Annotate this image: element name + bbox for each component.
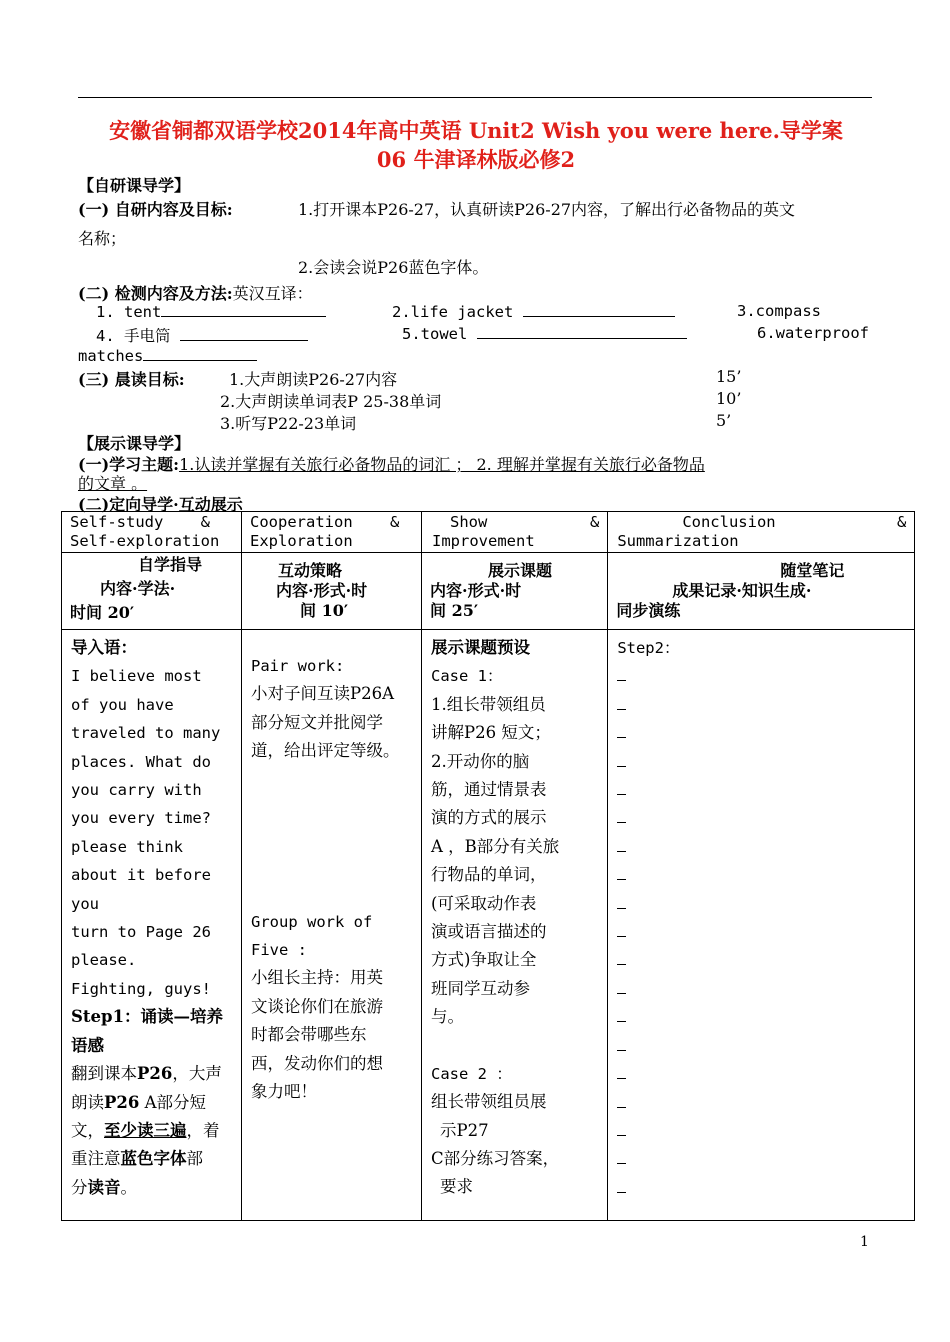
header-exploration: Exploration [250, 532, 353, 550]
goal-label: (一) 自研内容及目标: [78, 200, 233, 219]
blank-flashlight[interactable] [180, 326, 308, 341]
intro-line: please think [71, 837, 183, 856]
sub-notes: 随堂笔记 [780, 561, 845, 580]
group-work-line: 文谈论你们在旅游 [251, 996, 383, 1016]
step1-title: Step1：诵读—培养 [71, 1007, 224, 1027]
header-show: Show & [450, 513, 600, 531]
case2-line: 要求 [440, 1177, 473, 1197]
intro-line: please. [71, 951, 137, 970]
case1-line: 与。 [431, 1007, 464, 1027]
morning-1: 1.大声朗读P26-27内容 [229, 370, 398, 389]
step1-line: 朗读P26 A部分短 [71, 1092, 207, 1112]
sub-notes-sync: 同步演练 [616, 601, 681, 620]
case2-line: 组长带领组员展 [431, 1092, 547, 1112]
header-conclusion: Conclusion & [682, 513, 907, 531]
note-blank-line[interactable] [617, 691, 905, 719]
intro-line: you carry with [71, 781, 202, 800]
note-blank-line[interactable] [617, 975, 905, 1003]
note-blank-line[interactable] [617, 1060, 905, 1088]
theme-label: (一)学习主题: [78, 455, 180, 474]
intro-line: turn to Page 26 [71, 923, 211, 942]
step1-line: 分读音。 [71, 1177, 137, 1197]
note-blank-line[interactable] [617, 1003, 905, 1031]
col-show [422, 630, 607, 1206]
note-blank-line[interactable] [617, 719, 905, 747]
sub-interact-strategy: 互动策略 [278, 561, 343, 580]
intro-line: places. What do [71, 752, 211, 771]
sub-self-content: 内容·学法· [100, 579, 176, 598]
morning-label: (三) 晨读目标: [78, 370, 185, 389]
pair-work-line: 部分短文并批阅学 [251, 712, 383, 732]
case1-line: 筋，通过情景表 [431, 780, 547, 800]
case1-line: 方式)争取让全 [431, 950, 537, 970]
show-preset-title: 展示课题预设 [431, 638, 530, 657]
note-blank-line[interactable] [617, 1174, 905, 1202]
note-blank-line[interactable] [617, 662, 905, 690]
case1-line: A ，B部分有关旅 [431, 836, 560, 856]
case1-line: 行物品的单词， [431, 865, 547, 885]
intro-line: traveled to many [71, 724, 221, 743]
header-improvement: Improvement [432, 532, 535, 550]
morning-2: 2.大声朗读单词表P 25-38单词 [220, 392, 442, 411]
step2-label: Step2： [617, 639, 680, 657]
intro-line: of you have [71, 695, 174, 714]
group-work-line: 时都会带哪些东 [251, 1025, 367, 1045]
group-work-line: 象力吧！ [251, 1082, 317, 1102]
blank-matches[interactable] [143, 346, 257, 361]
self-study-heading: 【自研课导学】 [78, 176, 191, 195]
guide-table [61, 511, 915, 1221]
note-blank-line[interactable] [617, 946, 905, 974]
case1-line: (可采取动作表 [431, 893, 537, 913]
morning-2-time: 10’ [716, 389, 742, 408]
group-work-line: 西，发动你们的想 [251, 1053, 383, 1073]
step1-title-cont: 语感 [71, 1035, 104, 1055]
note-blank-line[interactable] [617, 890, 905, 918]
item-life-jacket: 2.life jacket [392, 303, 514, 321]
step1-line: 文，至少读三遍，着 [71, 1120, 220, 1140]
header-self-exploration: Self-exploration [70, 532, 220, 550]
col-interact [242, 630, 421, 1106]
sub-show-topic: 展示课题 [488, 561, 553, 580]
case1-label: Case 1： [431, 667, 503, 686]
intro-label: 导入语： [71, 638, 137, 657]
note-blank-line[interactable] [617, 861, 905, 889]
morning-1-time: 15’ [716, 367, 742, 386]
document-title-line1: 安徽省铜都双语学校2014年高中英语 Unit2 Wish you were here.导学案 [109, 118, 843, 143]
top-rule [78, 97, 872, 98]
note-blank-line[interactable] [617, 833, 905, 861]
morning-3: 3.听写P22-23单词 [220, 414, 357, 433]
group-work-line: 小组长主持：用英 [251, 968, 383, 988]
pair-work-line: 道，给出评定等级。 [251, 741, 400, 761]
check-method: 英汉互译： [232, 284, 313, 303]
col-notes [608, 630, 914, 1206]
header-self-study: Self-study & [70, 513, 210, 531]
item-compass: 3.compass [737, 302, 821, 320]
item-tent: 1. tent [96, 303, 162, 321]
note-blank-line[interactable] [617, 1145, 905, 1173]
note-blank-line[interactable] [617, 748, 905, 776]
table-body-row [62, 630, 915, 1221]
step1-line: 重注意蓝色字体部 [71, 1149, 203, 1169]
case2-line: 示P27 [440, 1120, 489, 1140]
pair-work-line: 小对子间互读P26A [251, 684, 395, 704]
intro-line: you [71, 894, 99, 913]
intro-line: Fighting, guys! [71, 979, 211, 998]
case1-line: 演的方式的展示 [431, 808, 547, 828]
intro-line: you every time? [71, 809, 211, 828]
intro-line: I believe most [71, 667, 202, 686]
show-heading: 【展示课导学】 [78, 434, 191, 453]
theme-text-b: 的文章 。 [78, 474, 148, 493]
item-towel: 5.towel [402, 325, 468, 343]
goal-1a: 1.打开课本P26-27，认真研读P26-27内容，了解出行必备物品的英文 [298, 200, 796, 219]
guide-label: (二)定向导学·互动展示 [78, 495, 243, 514]
sub-interact-time: 间 10′ [300, 601, 349, 620]
blank-tent[interactable] [161, 302, 326, 317]
case1-line: 讲解P26 短文； [431, 723, 551, 743]
step1-line: 翻到课本P26，大声 [71, 1064, 222, 1084]
case2-label: Case 2 ： [431, 1064, 512, 1083]
check-label: (二) 检测内容及方法: [78, 284, 233, 303]
note-blank-line[interactable] [617, 776, 905, 804]
pair-work-label: Pair work: [251, 657, 345, 675]
note-blank-line[interactable] [617, 1117, 905, 1145]
morning-3-time: 5’ [716, 411, 732, 430]
case1-line: 1.组长带领组员 [431, 694, 546, 714]
page-number: 1 [860, 1234, 869, 1250]
group-work-label: Group work of [251, 912, 373, 931]
item-flashlight: 4. 手电筒 [96, 327, 171, 345]
header-summarization: Summarization [617, 532, 739, 550]
bottom-rule [61, 1220, 885, 1221]
intro-line: about it before [71, 866, 211, 885]
case1-line: 2.开动你的脑 [431, 751, 530, 771]
note-blank-line[interactable] [617, 918, 905, 946]
table-subheader-row [62, 553, 915, 630]
case1-line: 班同学互动参 [431, 978, 530, 998]
goal-1b: 名称； [78, 229, 127, 248]
note-blank-line[interactable] [617, 804, 905, 832]
sub-show-content: 内容·形式·时 [430, 581, 522, 600]
group-work-label-cont: Five : [251, 941, 307, 960]
table-header-row [62, 512, 915, 553]
header-cooperation: Cooperation & [250, 513, 400, 531]
blank-towel[interactable] [477, 324, 687, 339]
col-self-guide [62, 630, 241, 1206]
case1-line: 演或语言描述的 [431, 922, 547, 942]
case2-line: C部分练习答案， [431, 1148, 560, 1168]
item-matches: matches [78, 347, 144, 365]
note-blank-line[interactable] [617, 1032, 905, 1060]
item-waterproof: 6.waterproof [757, 324, 869, 342]
sub-self-time: 时间 20′ [70, 603, 135, 622]
document-title-line2: 06 牛津译林版必修2 [376, 147, 576, 172]
sub-notes-content: 成果记录·知识生成· [672, 581, 812, 600]
blank-life-jacket[interactable] [523, 302, 675, 317]
sub-self-guide: 自学指导 [138, 555, 203, 574]
theme-text-a: 1.认读并掌握有关旅行必备物品的词汇 ； 2. 理解并掌握有关旅行必备物品 [179, 455, 705, 474]
sub-interact-content: 内容·形式·时 [276, 581, 368, 600]
goal-2: 2.会读会说P26蓝色字体。 [298, 258, 489, 277]
sub-show-time: 间 25′ [430, 601, 479, 620]
note-blank-line[interactable] [617, 1089, 905, 1117]
